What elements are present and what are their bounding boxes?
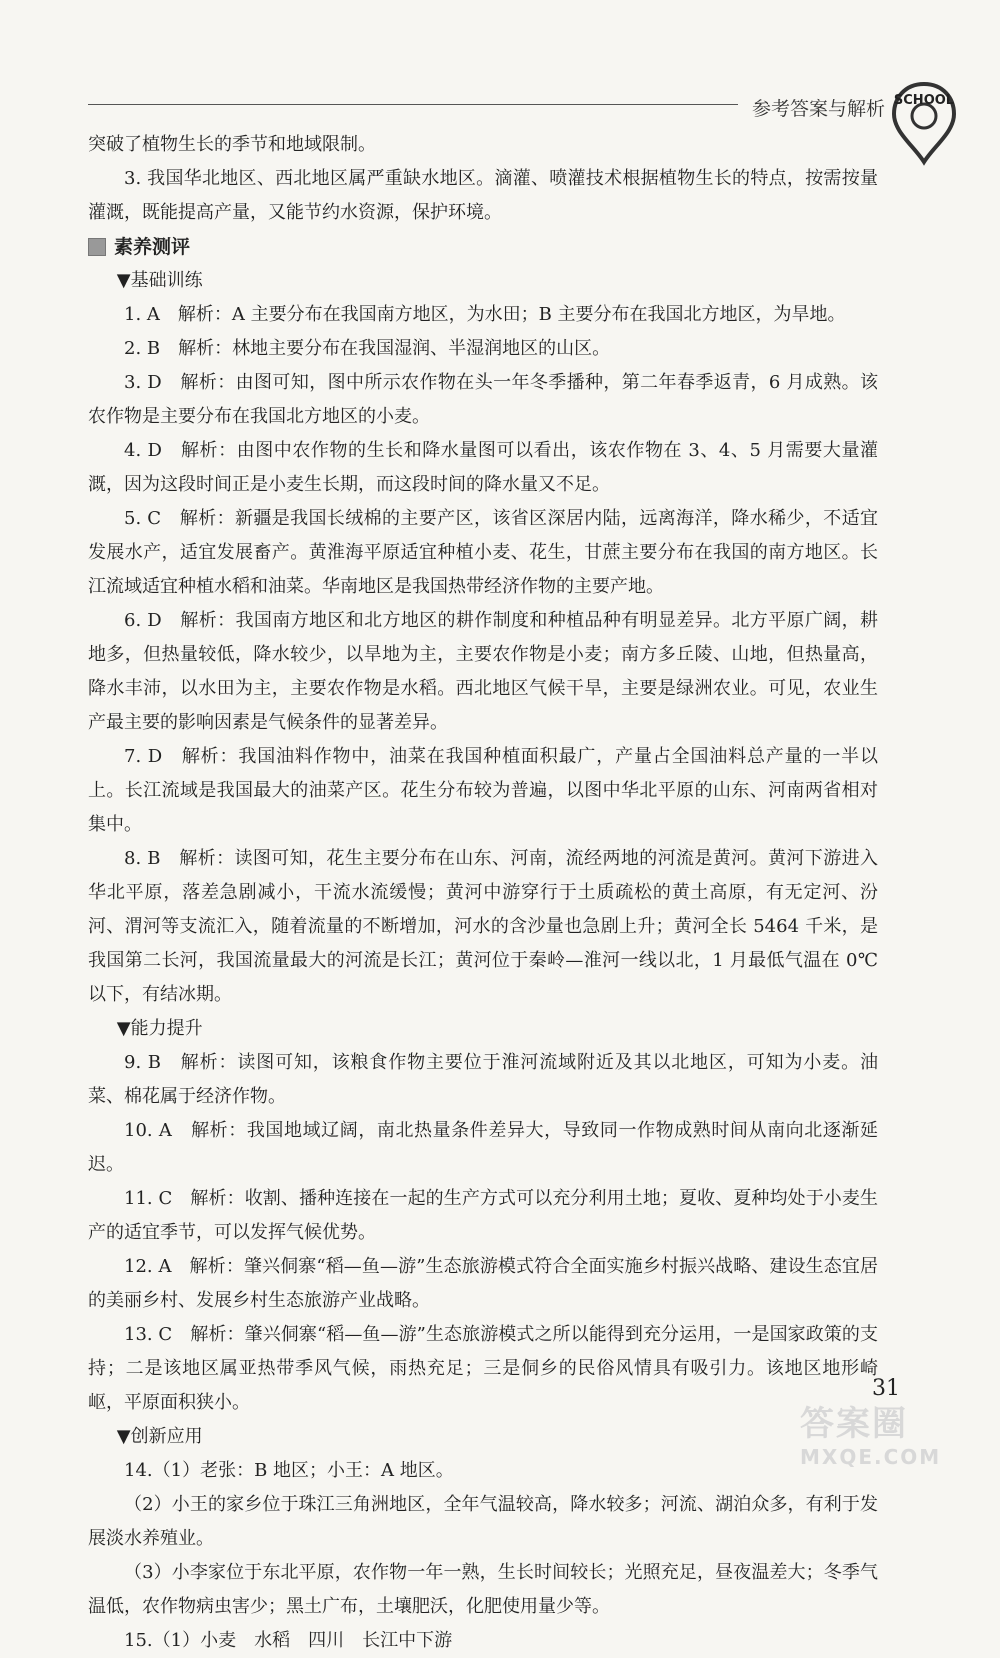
header-rule: [88, 104, 738, 105]
answer-9: 9. B 解析：读图可知，该粮食作物主要位于淮河流域附近及其以北地区，可知为小麦。油菜、棉花属于经济作物。: [88, 1052, 878, 1107]
answer-11: 11. C 解析：收割、播种连接在一起的生产方式可以充分利用土地；夏收、夏种均处于小麦生产的适宜季节，可以发挥气候优势。: [88, 1188, 878, 1243]
watermark-bottom: MXQE.COM: [800, 1445, 942, 1469]
school-pin-logo: [888, 74, 960, 166]
answer-3-prev: 3. 我国华北地区、西北地区属严重缺水地区。滴灌、喷灌技术根据植物生长的特点，按需按量灌溉，既能提高产量，又能节约水资源，保护环境。: [88, 168, 878, 223]
subsection-basic: ▼基础训练: [116, 270, 203, 291]
answer-7: 7. D 解析：我国油料作物中，油菜在我国种植面积最广，产量占全国油料总产量的一半以上。长江流域是我国最大的油菜产区。花生分布较为普遍，以图中华北平原的山东、河南两省相对集中。: [88, 746, 878, 835]
subsection-innovation: ▼创新应用: [116, 1426, 203, 1447]
subsection-ability: ▼能力提升: [116, 1018, 203, 1039]
answer-14-3: （3）小李家位于东北平原，农作物一年一熟，生长时间较长；光照充足，昼夜温差大；冬季气温低，农作物病虫害少；黑土广布，土壤肥沃，化肥使用量少等。: [88, 1562, 878, 1617]
watermark-top: 答案圈: [800, 1404, 908, 1444]
page-number: 31: [872, 1376, 900, 1401]
answer-1: 1. A 解析：A 主要分布在我国南方地区，为水田；B 主要分布在我国北方地区，为旱地。: [124, 304, 846, 325]
section-square-icon: [88, 238, 106, 256]
answer-14-2: （2）小王的家乡位于珠江三角洲地区，全年气温较高，降水较多；河流、湖泊众多，有利于发展淡水养殖业。: [88, 1494, 878, 1549]
answer-content: [88, 128, 878, 1658]
answer-8: 8. B 解析：读图可知，花生主要分布在山东、河南，流经两地的河流是黄河。黄河下游进入华北平原，落差急剧减小，干流水流缓慢；黄河中游穿行于土质疏松的黄土高原，有无定河、汾河、渭河等支流汇入，随着流量的不断增加，河水的含沙量也急剧上升；黄河全长 5464 千米，是我国第二长河，我国流量最大的河流是长江；黄河位于秦岭—淮河一线以北，1 月最低气温在 0℃以下，有结冰期。: [88, 848, 878, 1005]
header-title: 参考答案与解析: [752, 98, 886, 120]
watermark: [800, 1396, 990, 1469]
answer-3: 3. D 解析：由图可知，图中所示农作物在头一年冬季播种，第二年春季返青，6 月成熟。该农作物是主要分布在我国北方地区的小麦。: [88, 372, 878, 427]
answer-15-1: 15.（1）小麦 水稻 四川 长江中下游: [124, 1630, 453, 1651]
answer-2: 2. B 解析：林地主要分布在我国湿润、半湿润地区的山区。: [124, 338, 611, 359]
answer-4: 4. D 解析：由图中农作物的生长和降水量图可以看出，该农作物在 3、4、5 月需要大量灌溉，因为这段时间正是小麦生长期，而这段时间的降水量又不足。: [88, 440, 878, 495]
intro-paragraph: 突破了植物生长的季节和地域限制。: [88, 134, 376, 155]
answer-13: 13. C 解析：肇兴侗寨“稻—鱼—游”生态旅游模式之所以能得到充分运用，一是国家政策的支持；二是该地区属亚热带季风气候，雨热充足；三是侗乡的民俗风情具有吸引力。该地区地形崎岖，平原面积狭小。: [88, 1324, 878, 1413]
logo-text: SCHOOL: [893, 93, 955, 108]
answer-6: 6. D 解析：我国南方地区和北方地区的耕作制度和种植品种有明显差异。北方平原广阔，耕地多，但热量较低，降水较少，以旱地为主，主要农作物是小麦；南方多丘陵、山地，但热量高，降水丰沛，以水田为主，主要农作物是水稻。西北地区气候干旱，主要是绿洲农业。可见，农业生产最主要的影响因素是气候条件的显著差异。: [88, 610, 878, 733]
answer-10: 10. A 解析：我国地域辽阔，南北热量条件差异大，导致同一作物成熟时间从南向北逐渐延迟。: [88, 1120, 878, 1175]
answer-12: 12. A 解析：肇兴侗寨“稻—鱼—游”生态旅游模式符合全面实施乡村振兴战略、建设生态宜居的美丽乡村、发展乡村生态旅游产业战略。: [88, 1256, 878, 1311]
answer-14-1: 14.（1）老张：B 地区；小王：A 地区。: [124, 1460, 454, 1481]
section-heading: 素养测评: [88, 230, 878, 264]
answer-5: 5. C 解析：新疆是我国长绒棉的主要产区，该省区深居内陆，远离海洋，降水稀少，不适宜发展水产，适宜发展畜产。黄淮海平原适宜种植小麦、花生，甘蔗主要分布在我国的南方地区。长江流域适宜种植水稻和油菜。华南地区是我国热带经济作物的主要产地。: [88, 508, 878, 597]
